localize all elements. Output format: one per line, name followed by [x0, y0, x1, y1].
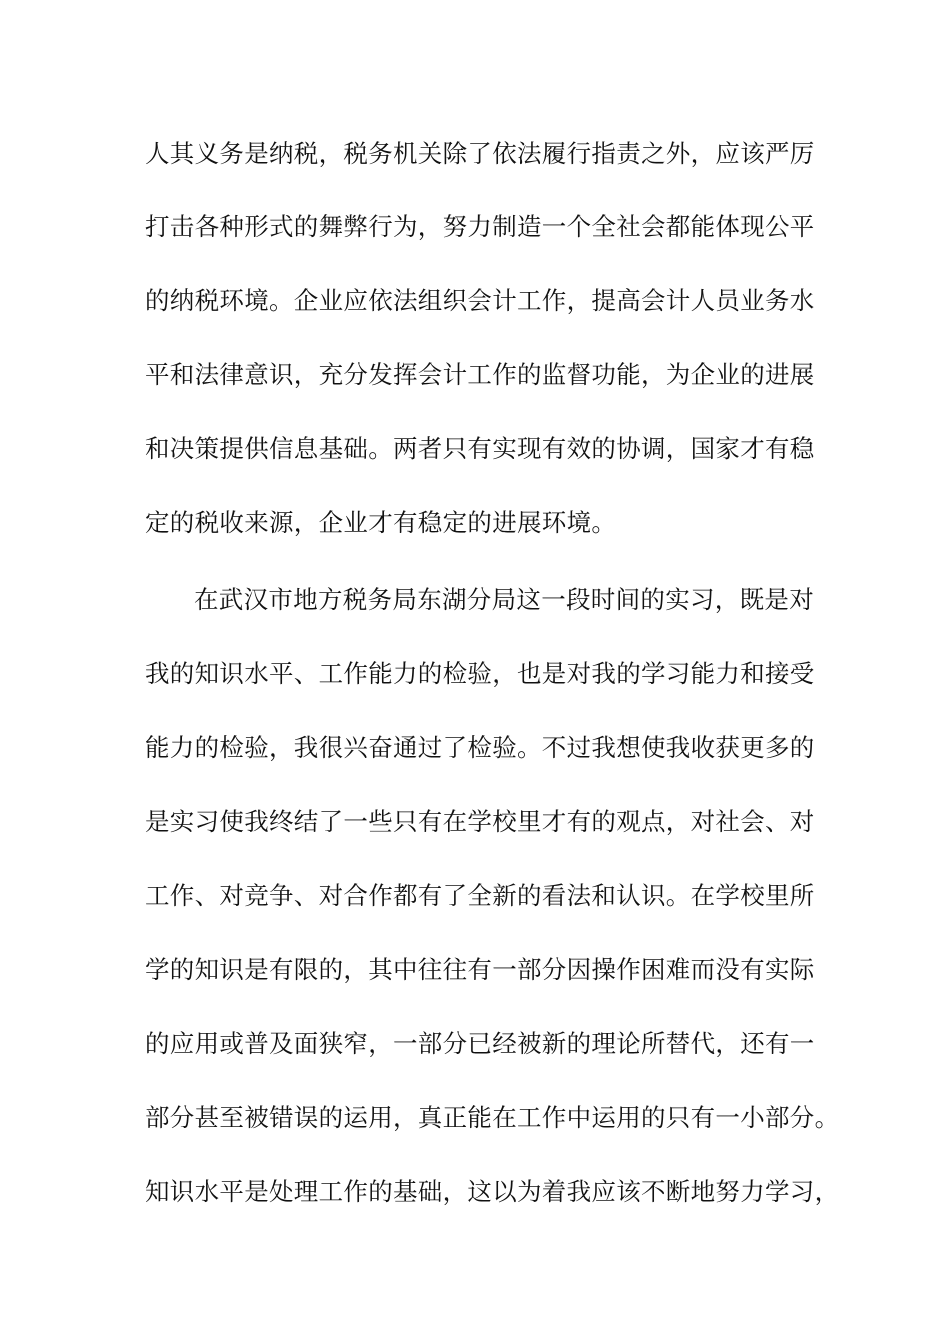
paragraph-line: 的应用或普及面狭窄，一部分已经被新的理论所替代，还有一	[145, 1029, 815, 1058]
paragraph-line: 我的知识水平、工作能力的检验，也是对我的学习能力和接受	[145, 659, 815, 688]
paragraph-line: 的纳税环境。企业应依法组织会计工作，提高会计人员业务水	[145, 286, 815, 315]
paragraph-line: 人其义务是纳税，税务机关除了依法履行指责之外，应该严厉	[145, 139, 815, 168]
paragraph-line: 在武汉市地方税务局东湖分局这一段时间的实习，既是对	[194, 585, 814, 614]
paragraph-line: 学的知识是有限的，其中往往有一部分因操作困难而没有实际	[145, 955, 815, 984]
paragraph-line: 能力的检验，我很兴奋通过了检验。不过我想使我收获更多的	[145, 733, 815, 762]
paragraph-line: 是实习使我终结了一些只有在学校里才有的观点，对社会、对	[145, 807, 815, 836]
paragraph-line: 打击各种形式的舞弊行为，努力制造一个全社会都能体现公平	[145, 212, 815, 241]
paragraph-line: 知识水平是处理工作的基础，这以为着我应该不断地努力学习，	[145, 1177, 840, 1206]
paragraph-line: 定的税收来源，企业才有稳定的进展环境。	[145, 508, 617, 537]
paragraph-line: 工作、对竞争、对合作都有了全新的看法和认识。在学校里所	[145, 881, 815, 910]
paragraph-line: 和决策提供信息基础。两者只有实现有效的协调，国家才有稳	[145, 434, 815, 463]
paragraph-line: 部分甚至被错误的运用，真正能在工作中运用的只有一小部分。	[145, 1103, 840, 1132]
paragraph-line: 平和法律意识，充分发挥会计工作的监督功能，为企业的进展	[145, 360, 815, 389]
